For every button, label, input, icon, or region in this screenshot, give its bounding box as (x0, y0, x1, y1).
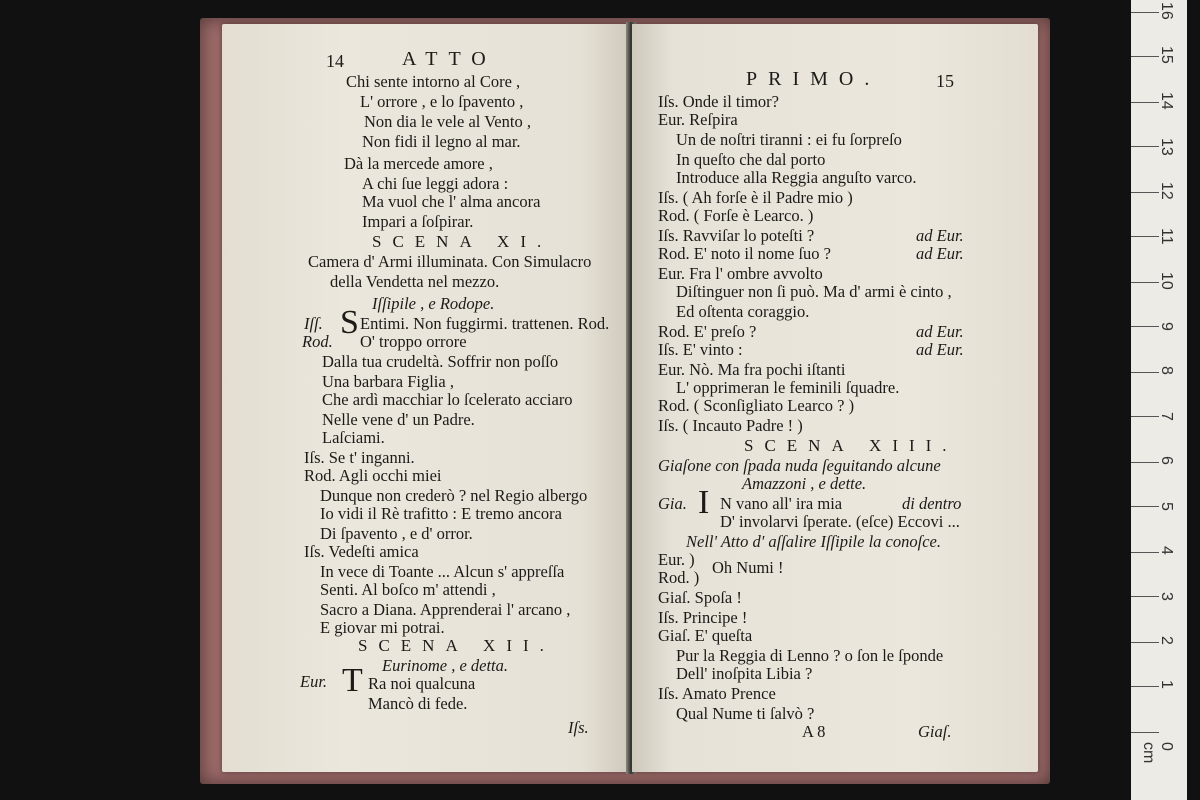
ruler-label: 10 (1158, 272, 1175, 290)
text-line: Giaſ. E' queſta (658, 626, 753, 645)
text-line: Introduce alla Reggia anguſto varco. (676, 168, 917, 187)
ruler-label: 11 (1158, 228, 1175, 245)
character-list: Iſſipile , e Rodope. (372, 294, 495, 313)
text-line: Iſs. ( Incauto Padre ! ) (658, 416, 803, 435)
text-line: Di ſpavento , e d' orror. (320, 524, 473, 543)
stage-note: ad Eur. (916, 340, 964, 359)
text-line: A chi ſue leggi adora : (362, 174, 509, 193)
ruler-label: 13 (1158, 138, 1175, 156)
text-line: O' troppo orrore (360, 332, 467, 351)
stage-direction: Camera d' Armi illuminata. Con Simulacro (308, 252, 592, 271)
text-line: Rod. Agli occhi miei (304, 466, 442, 485)
left-page (222, 24, 630, 772)
text-line: Rod. E' noto il nome ſuo ? (658, 244, 832, 263)
ruler-tick (1131, 56, 1159, 57)
page-number: 14 (326, 51, 344, 71)
text-line: Iſs. Onde il timor? (658, 92, 779, 111)
text-line: E giovar mi potrai. (320, 618, 445, 637)
ruler-tick (1131, 326, 1159, 327)
ruler-label: 9 (1158, 322, 1175, 331)
ruler-tick (1131, 552, 1159, 553)
ruler-label: 3 (1158, 592, 1175, 601)
text-line: Chi sente intorno al Core , (346, 72, 521, 91)
ruler-tick (1131, 642, 1159, 643)
text-line: Non fidi il legno al mar. (362, 132, 521, 151)
ruler-label: 6 (1158, 456, 1175, 465)
text-line: In queſto che dal porto (676, 150, 826, 169)
text-line: Senti. Al boſco m' attendi , (320, 580, 496, 599)
drop-cap: I (698, 484, 710, 521)
text-line: Un de noſtri tiranni : ei fu ſorpreſo (676, 130, 902, 149)
text-line: Iſs. E' vinto : (658, 340, 743, 359)
ruler-label: 1 (1158, 680, 1175, 689)
text-line: Laſciami. (322, 428, 385, 447)
stage-direction: Giaſone con ſpada nuda ſeguitando alcune (658, 456, 941, 475)
running-header: ATTO (402, 48, 497, 70)
ruler-tick (1131, 192, 1159, 193)
ruler-tick (1131, 416, 1159, 417)
text-line: Iſs. Se t' inganni. (304, 448, 415, 467)
ruler-label: 4 (1158, 546, 1175, 555)
ruler-label: 7 (1158, 412, 1175, 421)
text-line: Entimi. Non fuggirmi. trattenen. Rod. (360, 314, 610, 333)
right-page (632, 24, 1038, 772)
text-line: Io vidi il Rè trafitto : E tremo ancora (320, 504, 562, 523)
text-line: Iſs. ( Ah forſe è il Padre mio ) (658, 188, 853, 207)
ruler-tick (1131, 12, 1159, 13)
speaker-label: Rod. (302, 332, 333, 351)
text-line: Ma vuol che l' alma ancora (362, 192, 541, 211)
stage-note: di dentro (902, 494, 962, 513)
text-line: Sacro a Diana. Apprenderai l' arcano , (320, 600, 571, 619)
ruler-tick (1131, 146, 1159, 147)
text-line: Mancò di fede. (368, 694, 468, 713)
text-line: Non dia le vele al Vento , (364, 112, 531, 131)
text-line: Impari a ſoſpirar. (362, 212, 474, 231)
text-line: Qual Nume ti ſalvò ? (676, 704, 815, 723)
text-line: Nelle vene d' un Padre. (322, 410, 475, 429)
catchword: Giaſ. (918, 722, 952, 741)
text-line: Pur la Reggia di Lenno ? o ſon le ſponde (676, 646, 944, 665)
text-line: D' involarvi ſperate. (eſce) Eccovi ... (720, 512, 960, 531)
text-line: In vece di Toante ... Alcun s' appreſſa (320, 562, 565, 581)
text-line: L' opprimeran le feminili ſquadre. (676, 378, 900, 397)
text-line: Eur. Nò. Ma fra pochi iſtanti (658, 360, 846, 379)
text-line: Giaſ. Spoſa ! (658, 588, 742, 607)
text-line: Dell' inoſpita Libia ? (676, 664, 813, 683)
ruler-tick (1131, 596, 1159, 597)
stage-direction: Amazzoni , e dette. (742, 474, 867, 493)
text-line: Rod. E' preſo ? (658, 322, 757, 341)
text-line: Ra noi qualcuna (368, 674, 476, 693)
speaker-label: Gia. (658, 494, 687, 513)
ruler-tick (1131, 506, 1159, 507)
stage-note: ad Eur. (916, 226, 964, 245)
ruler-label: 5 (1158, 502, 1175, 511)
ruler-label: 15 (1158, 46, 1175, 64)
scene-heading: SCENA XII. (358, 636, 555, 655)
text-line: N vano all' ira mia (720, 494, 843, 513)
character-list: Eurinome , e detta. (382, 656, 509, 675)
scene-heading: SCENA XI. (372, 232, 553, 251)
ruler-tick (1131, 102, 1159, 103)
speaker-label: Iſſ. (304, 314, 323, 333)
text-line: Rod. ( Sconſigliato Learco ? ) (658, 396, 855, 415)
measurement-ruler (1131, 0, 1187, 800)
running-header: PRIMO. (746, 68, 881, 90)
text-line: Iſs. Vedeſti amica (304, 542, 419, 561)
ruler-tick (1131, 686, 1159, 687)
text-line: Rod. ( Forſe è Learco. ) (658, 206, 814, 225)
stage-note: ad Eur. (916, 244, 964, 263)
drop-cap: S (340, 304, 359, 341)
signature-mark: A 8 (802, 722, 826, 741)
text-line: Una barbara Figlia , (322, 372, 454, 391)
ruler-tick (1131, 732, 1159, 733)
catchword: Iſs. (568, 718, 589, 737)
text-line: Iſs. Ravviſar lo poteſti ? (658, 226, 815, 245)
ruler-tick (1131, 282, 1159, 283)
text-line: Dalla tua crudeltà. Soffrir non poſſo (322, 352, 559, 371)
ruler-tick (1131, 462, 1159, 463)
stage-direction: Nell' Atto d' aſſalire Iſſipile la conoſce. (686, 532, 941, 551)
text-line: Eur. Reſpira (658, 110, 738, 129)
text-line: Iſs. Amato Prence (658, 684, 776, 703)
text-line: Rod. ) (658, 568, 700, 587)
text-line: Diſtinguer non ſi può. Ma d' armi è cinto , (676, 282, 952, 301)
text-line: Oh Numi ! (712, 558, 784, 577)
ruler-label: 12 (1158, 182, 1175, 200)
ruler-label: 16 (1158, 2, 1175, 20)
ruler-label: 14 (1158, 92, 1175, 110)
stage-direction: della Vendetta nel mezzo. (330, 272, 500, 291)
drop-cap: T (342, 662, 363, 699)
text-line: Eur. Fra l' ombre avvolto (658, 264, 823, 283)
scene-heading: SCENA XIII. (744, 436, 958, 455)
text-line: Che ardì macchiar lo ſcelerato acciaro (322, 390, 573, 409)
text-line: Iſs. Principe ! (658, 608, 748, 627)
ruler-tick (1131, 236, 1159, 237)
text-line: L' orrore , e lo ſpavento , (360, 92, 524, 111)
text-line: Dà la mercede amore , (344, 154, 493, 173)
page-number: 15 (936, 71, 954, 91)
stage-note: ad Eur. (916, 322, 964, 341)
text-line: Ed oſtenta coraggio. (676, 302, 810, 321)
ruler-label: 2 (1158, 636, 1175, 645)
text-line: Eur. ) (658, 550, 695, 569)
ruler-label: 0 cm (1140, 742, 1175, 764)
ruler-label: 8 (1158, 366, 1175, 375)
text-line: Dunque non crederò ? nel Regio albergo (320, 486, 588, 505)
ruler-tick (1131, 372, 1159, 373)
speaker-label: Eur. (300, 672, 328, 691)
